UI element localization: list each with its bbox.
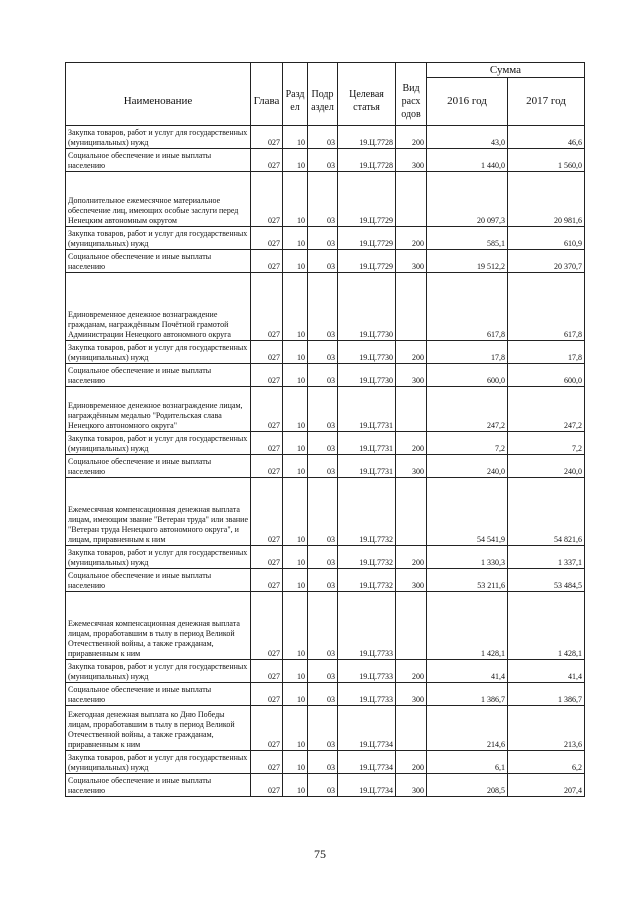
row-target: 19.Ц.7732	[338, 478, 396, 546]
row-expense-type	[396, 478, 427, 546]
row-chapter: 027	[251, 592, 283, 660]
row-chapter: 027	[251, 432, 283, 455]
row-value-2017: 1 337,1	[508, 546, 585, 569]
row-value-2016: 7,2	[427, 432, 508, 455]
header-blank	[338, 63, 396, 78]
row-expense-type	[396, 706, 427, 751]
row-target: 19.Ц.7734	[338, 706, 396, 751]
header-blank	[283, 63, 308, 78]
row-section: 10	[283, 478, 308, 546]
row-value-2017: 600,0	[508, 364, 585, 387]
row-value-2017: 1 386,7	[508, 683, 585, 706]
row-section: 10	[283, 751, 308, 774]
row-name: Социальное обеспечение и иные выплаты населению	[66, 683, 251, 706]
row-name: Закупка товаров, работ и услуг для государственных (муниципальных) нужд	[66, 126, 251, 149]
header-name: Наименование	[66, 78, 251, 126]
row-value-2016: 247,2	[427, 387, 508, 432]
row-target: 19.Ц.7728	[338, 126, 396, 149]
row-chapter: 027	[251, 683, 283, 706]
row-value-2017: 54 821,6	[508, 478, 585, 546]
table-row	[66, 250, 585, 273]
row-name: Закупка товаров, работ и услуг для государственных (муниципальных) нужд	[66, 660, 251, 683]
table-row	[66, 126, 585, 149]
row-chapter: 027	[251, 706, 283, 751]
header-expense-type: Вид расх одов	[396, 78, 427, 126]
row-subsection: 03	[308, 227, 338, 250]
row-expense-type: 200	[396, 751, 427, 774]
row-name: Закупка товаров, работ и услуг для государственных (муниципальных) нужд	[66, 432, 251, 455]
row-name: Закупка товаров, работ и услуг для государственных (муниципальных) нужд	[66, 751, 251, 774]
row-subsection: 03	[308, 126, 338, 149]
row-expense-type: 200	[396, 341, 427, 364]
row-value-2016: 1 386,7	[427, 683, 508, 706]
row-chapter: 027	[251, 364, 283, 387]
table-row	[66, 172, 585, 227]
row-target: 19.Ц.7734	[338, 751, 396, 774]
row-section: 10	[283, 706, 308, 751]
row-value-2017: 213,6	[508, 706, 585, 751]
table-row	[66, 478, 585, 546]
table-row	[66, 387, 585, 432]
row-value-2017: 247,2	[508, 387, 585, 432]
row-target: 19.Ц.7731	[338, 387, 396, 432]
row-value-2016: 617,8	[427, 273, 508, 341]
row-subsection: 03	[308, 455, 338, 478]
row-section: 10	[283, 683, 308, 706]
table-row	[66, 774, 585, 797]
row-name: Ежемесячная компенсационная денежная выплата лицам, проработавшим в тылу в период Великой Отечественной войны, а также гражданам, приравненным к ним	[66, 592, 251, 660]
row-subsection: 03	[308, 341, 338, 364]
row-section: 10	[283, 455, 308, 478]
row-value-2016: 214,6	[427, 706, 508, 751]
row-value-2016: 54 541,9	[427, 478, 508, 546]
table-row	[66, 660, 585, 683]
row-name: Социальное обеспечение и иные выплаты населению	[66, 455, 251, 478]
row-target: 19.Ц.7733	[338, 592, 396, 660]
row-name: Дополнительное ежемесячное материальное обеспечение лиц, имеющих особые заслуги перед Ненецким автономным округом	[66, 172, 251, 227]
row-section: 10	[283, 660, 308, 683]
row-name: Социальное обеспечение и иные выплаты населению	[66, 774, 251, 797]
row-expense-type: 200	[396, 546, 427, 569]
row-expense-type: 300	[396, 364, 427, 387]
row-name: Социальное обеспечение и иные выплаты населению	[66, 250, 251, 273]
row-subsection: 03	[308, 660, 338, 683]
table-row	[66, 149, 585, 172]
table-row	[66, 751, 585, 774]
row-section: 10	[283, 774, 308, 797]
row-chapter: 027	[251, 660, 283, 683]
row-section: 10	[283, 273, 308, 341]
row-name: Закупка товаров, работ и услуг для государственных (муниципальных) нужд	[66, 546, 251, 569]
row-expense-type: 200	[396, 660, 427, 683]
row-expense-type: 300	[396, 774, 427, 797]
table-row	[66, 341, 585, 364]
row-chapter: 027	[251, 250, 283, 273]
row-expense-type	[396, 592, 427, 660]
row-expense-type: 300	[396, 569, 427, 592]
row-value-2017: 610,9	[508, 227, 585, 250]
row-section: 10	[283, 569, 308, 592]
row-value-2016: 53 211,6	[427, 569, 508, 592]
row-subsection: 03	[308, 751, 338, 774]
row-chapter: 027	[251, 774, 283, 797]
row-target: 19.Ц.7729	[338, 227, 396, 250]
table-row	[66, 432, 585, 455]
page-number: 75	[314, 847, 326, 861]
row-target: 19.Ц.7733	[338, 660, 396, 683]
row-expense-type	[396, 273, 427, 341]
row-chapter: 027	[251, 569, 283, 592]
row-chapter: 027	[251, 126, 283, 149]
row-name: Закупка товаров, работ и услуг для государственных (муниципальных) нужд	[66, 227, 251, 250]
row-expense-type	[396, 387, 427, 432]
row-value-2016: 240,0	[427, 455, 508, 478]
row-subsection: 03	[308, 774, 338, 797]
row-target: 19.Ц.7728	[338, 149, 396, 172]
row-section: 10	[283, 546, 308, 569]
table-row	[66, 706, 585, 751]
table-row	[66, 683, 585, 706]
row-section: 10	[283, 250, 308, 273]
row-section: 10	[283, 592, 308, 660]
row-target: 19.Ц.7729	[338, 250, 396, 273]
row-name: Закупка товаров, работ и услуг для государственных (муниципальных) нужд	[66, 341, 251, 364]
row-value-2017: 1 560,0	[508, 149, 585, 172]
row-chapter: 027	[251, 455, 283, 478]
row-section: 10	[283, 364, 308, 387]
row-section: 10	[283, 126, 308, 149]
row-name: Единовременное денежное вознаграждение лицам, награждённым медалью "Родительская слава Ненецкого автономного округа"	[66, 387, 251, 432]
row-value-2017: 46,6	[508, 126, 585, 149]
header-blank	[251, 63, 283, 78]
row-target: 19.Ц.7731	[338, 455, 396, 478]
budget-table	[65, 62, 585, 797]
row-chapter: 027	[251, 227, 283, 250]
row-value-2017: 1 428,1	[508, 592, 585, 660]
row-value-2016: 208,5	[427, 774, 508, 797]
header-blank	[66, 63, 251, 78]
row-subsection: 03	[308, 250, 338, 273]
row-target: 19.Ц.7732	[338, 569, 396, 592]
header-chapter: Глава	[251, 78, 283, 126]
row-target: 19.Ц.7734	[338, 774, 396, 797]
row-chapter: 027	[251, 172, 283, 227]
header-blank	[308, 63, 338, 78]
row-section: 10	[283, 341, 308, 364]
row-value-2017: 53 484,5	[508, 569, 585, 592]
row-chapter: 027	[251, 546, 283, 569]
row-chapter: 027	[251, 273, 283, 341]
row-section: 10	[283, 172, 308, 227]
row-subsection: 03	[308, 478, 338, 546]
row-value-2016: 1 428,1	[427, 592, 508, 660]
row-value-2016: 19 512,2	[427, 250, 508, 273]
row-value-2017: 207,4	[508, 774, 585, 797]
row-subsection: 03	[308, 546, 338, 569]
row-name: Социальное обеспечение и иные выплаты населению	[66, 364, 251, 387]
header-year-2016: 2016 год	[427, 78, 508, 126]
row-expense-type: 300	[396, 250, 427, 273]
row-name: Социальное обеспечение и иные выплаты населению	[66, 149, 251, 172]
row-chapter: 027	[251, 149, 283, 172]
row-subsection: 03	[308, 706, 338, 751]
row-name: Ежемесячная компенсационная денежная выплата лицам, имеющим звание "Ветеран труда" или звание "Ветеран труда Ненецкого автономного округа", и лицам, приравненным к ним	[66, 478, 251, 546]
header-subsection: Подр аздел	[308, 78, 338, 126]
row-expense-type: 300	[396, 149, 427, 172]
row-value-2017: 6,2	[508, 751, 585, 774]
table-header	[66, 63, 585, 126]
row-value-2017: 17,8	[508, 341, 585, 364]
row-expense-type: 200	[396, 432, 427, 455]
row-subsection: 03	[308, 172, 338, 227]
row-target: 19.Ц.7729	[338, 172, 396, 227]
row-chapter: 027	[251, 751, 283, 774]
row-section: 10	[283, 149, 308, 172]
table-row	[66, 546, 585, 569]
row-target: 19.Ц.7733	[338, 683, 396, 706]
row-chapter: 027	[251, 387, 283, 432]
row-value-2017: 240,0	[508, 455, 585, 478]
row-value-2016: 1 330,3	[427, 546, 508, 569]
row-target: 19.Ц.7730	[338, 273, 396, 341]
row-subsection: 03	[308, 149, 338, 172]
row-section: 10	[283, 227, 308, 250]
row-value-2016: 41,4	[427, 660, 508, 683]
row-section: 10	[283, 432, 308, 455]
row-value-2016: 585,1	[427, 227, 508, 250]
row-expense-type: 300	[396, 455, 427, 478]
row-value-2016: 6,1	[427, 751, 508, 774]
row-target: 19.Ц.7730	[338, 364, 396, 387]
row-section: 10	[283, 387, 308, 432]
row-value-2016: 600,0	[427, 364, 508, 387]
table-row	[66, 569, 585, 592]
table-row	[66, 592, 585, 660]
row-value-2016: 1 440,0	[427, 149, 508, 172]
row-name: Ежегодная денежная выплата ко Дню Победы лицам, проработавшим в тылу в период Великой Отечественной войны, а также гражданам, приравненным к ним	[66, 706, 251, 751]
header-section: Разд ел	[283, 78, 308, 126]
row-value-2016: 17,8	[427, 341, 508, 364]
header-target: Целевая статья	[338, 78, 396, 126]
header-sum: Сумма	[427, 63, 585, 78]
header-year-2017: 2017 год	[508, 78, 585, 126]
table-body	[66, 126, 585, 797]
row-subsection: 03	[308, 273, 338, 341]
row-value-2017: 41,4	[508, 660, 585, 683]
row-target: 19.Ц.7732	[338, 546, 396, 569]
row-subsection: 03	[308, 592, 338, 660]
row-subsection: 03	[308, 432, 338, 455]
table-row	[66, 455, 585, 478]
row-value-2017: 7,2	[508, 432, 585, 455]
row-name: Социальное обеспечение и иные выплаты населению	[66, 569, 251, 592]
row-name: Единовременное денежное вознаграждение гражданам, награждённым Почётной грамотой Администрации Ненецкого автономного округа	[66, 273, 251, 341]
row-chapter: 027	[251, 341, 283, 364]
row-subsection: 03	[308, 683, 338, 706]
table-row	[66, 364, 585, 387]
table-row	[66, 273, 585, 341]
row-expense-type	[396, 172, 427, 227]
row-chapter: 027	[251, 478, 283, 546]
row-value-2016: 43,0	[427, 126, 508, 149]
row-value-2017: 20 370,7	[508, 250, 585, 273]
row-value-2016: 20 097,3	[427, 172, 508, 227]
row-subsection: 03	[308, 569, 338, 592]
row-expense-type: 300	[396, 683, 427, 706]
row-subsection: 03	[308, 387, 338, 432]
row-subsection: 03	[308, 364, 338, 387]
row-value-2017: 617,8	[508, 273, 585, 341]
row-target: 19.Ц.7731	[338, 432, 396, 455]
row-value-2017: 20 981,6	[508, 172, 585, 227]
row-expense-type: 200	[396, 227, 427, 250]
row-target: 19.Ц.7730	[338, 341, 396, 364]
header-blank	[396, 63, 427, 78]
table-row	[66, 227, 585, 250]
row-expense-type: 200	[396, 126, 427, 149]
